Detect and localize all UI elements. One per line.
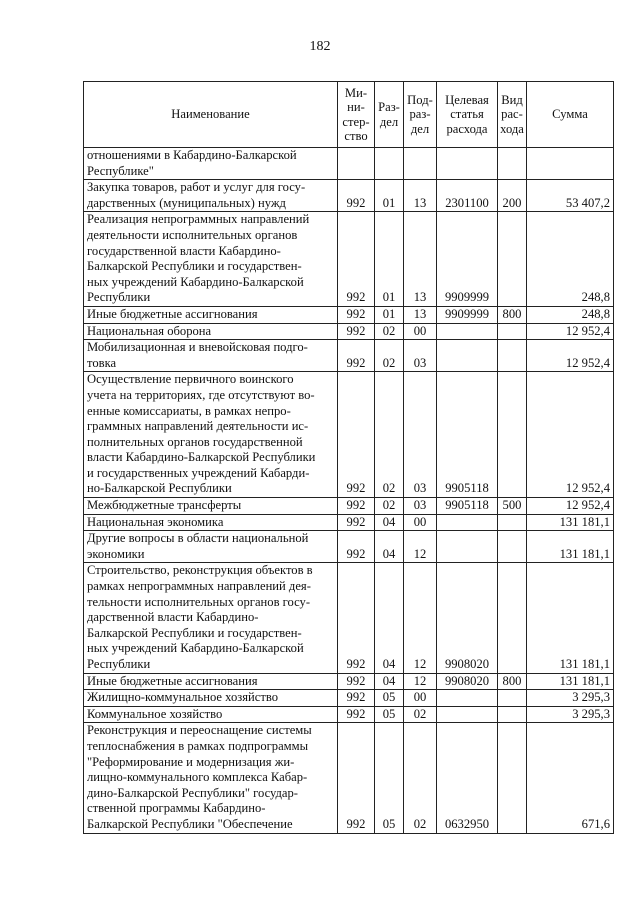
table-row	[84, 531, 614, 563]
row-name-cell: Национальная экономика	[84, 514, 338, 531]
header-name: Наименование	[84, 82, 338, 148]
header-subsection: Под- раз- дел	[404, 82, 437, 148]
row-subsection-cell: 12	[404, 531, 437, 563]
table-row	[84, 673, 614, 690]
row-name-cell: Мобилизационная и вневойсковая подго- товка	[84, 340, 338, 372]
row-section-cell: 01	[375, 306, 404, 323]
table-row	[84, 690, 614, 707]
row-name-cell: Иные бюджетные ассигнования	[84, 673, 338, 690]
row-name-cell: Реализация непрограммных направлений деятельности исполнительных органов государственной власти Кабардино- Балкарской Республики и государствен- ных учреждений Кабардино-Балкарской Республики	[84, 212, 338, 307]
row-subsection-cell: 00	[404, 514, 437, 531]
row-subsection-cell: 13	[404, 180, 437, 212]
row-name-cell: Строительство, реконструкция объектов в рамках непрограммных направлений дея- тельности исполнительных органов госу- дарственной власти Кабардино- Балкарской Республики и государствен- ных учреждений Кабардино-Балкарской Республики	[84, 563, 338, 673]
row-target-cell: 9905118	[437, 498, 498, 515]
row-amount-cell: 131 181,1	[527, 531, 614, 563]
row-subsection-cell: 00	[404, 323, 437, 340]
budget-table	[83, 81, 614, 834]
row-amount-cell: 131 181,1	[527, 563, 614, 673]
row-target-cell	[437, 690, 498, 707]
header-expense-kind: Вид рас- хода	[498, 82, 527, 148]
row-kind-cell	[498, 563, 527, 673]
row-ministry-cell: 992	[338, 690, 375, 707]
row-section-cell: 05	[375, 723, 404, 833]
row-name-cell: отношениями в Кабардино-Балкарской Республике"	[84, 148, 338, 180]
header-section: Раз- дел	[375, 82, 404, 148]
row-target-cell	[437, 514, 498, 531]
row-ministry-cell: 992	[338, 706, 375, 723]
row-section-cell: 02	[375, 340, 404, 372]
row-kind-cell	[498, 706, 527, 723]
row-kind-cell	[498, 514, 527, 531]
row-section-cell: 01	[375, 180, 404, 212]
header-ministry: Ми- ни- стер- ство	[338, 82, 375, 148]
row-section-cell: 05	[375, 690, 404, 707]
table-row	[84, 723, 614, 833]
row-amount-cell: 12 952,4	[527, 498, 614, 515]
row-name-cell: Другие вопросы в области национальной экономики	[84, 531, 338, 563]
row-section-cell: 02	[375, 372, 404, 498]
row-ministry-cell: 992	[338, 323, 375, 340]
row-ministry-cell: 992	[338, 306, 375, 323]
row-subsection-cell: 13	[404, 306, 437, 323]
row-kind-cell	[498, 323, 527, 340]
table-row	[84, 340, 614, 372]
row-kind-cell	[498, 372, 527, 498]
row-target-cell: 9909999	[437, 212, 498, 307]
row-target-cell: 2301100	[437, 180, 498, 212]
row-section-cell: 02	[375, 498, 404, 515]
row-section-cell: 04	[375, 514, 404, 531]
row-section-cell: 04	[375, 673, 404, 690]
row-target-cell	[437, 148, 498, 180]
row-subsection-cell: 02	[404, 706, 437, 723]
table-header	[84, 82, 614, 148]
row-kind-cell	[498, 531, 527, 563]
row-subsection-cell: 03	[404, 498, 437, 515]
row-kind-cell: 800	[498, 306, 527, 323]
row-name-cell: Национальная оборона	[84, 323, 338, 340]
table-row	[84, 306, 614, 323]
row-ministry-cell: 992	[338, 212, 375, 307]
row-amount-cell: 3 295,3	[527, 706, 614, 723]
row-kind-cell: 500	[498, 498, 527, 515]
row-name-cell: Межбюджетные трансферты	[84, 498, 338, 515]
row-kind-cell	[498, 340, 527, 372]
row-subsection-cell: 13	[404, 212, 437, 307]
row-name-cell: Коммунальное хозяйство	[84, 706, 338, 723]
row-amount-cell: 3 295,3	[527, 690, 614, 707]
row-target-cell	[437, 340, 498, 372]
row-kind-cell	[498, 690, 527, 707]
row-section-cell: 02	[375, 323, 404, 340]
table-row	[84, 180, 614, 212]
row-target-cell: 9908020	[437, 563, 498, 673]
row-kind-cell	[498, 148, 527, 180]
row-amount-cell: 671,6	[527, 723, 614, 833]
row-ministry-cell: 992	[338, 723, 375, 833]
row-ministry-cell: 992	[338, 340, 375, 372]
row-name-cell: Жилищно-коммунальное хозяйство	[84, 690, 338, 707]
row-subsection-cell	[404, 148, 437, 180]
row-subsection-cell: 02	[404, 723, 437, 833]
table-row	[84, 212, 614, 307]
row-amount-cell: 12 952,4	[527, 323, 614, 340]
row-kind-cell	[498, 212, 527, 307]
row-subsection-cell: 03	[404, 340, 437, 372]
row-target-cell: 9905118	[437, 372, 498, 498]
row-name-cell: Осуществление первичного воинского учета на территориях, где отсутствуют во- енные комиссариаты, в рамках непро- граммных направлений деятельности ис- полнительных органов государственной власти Кабардино-Балкарской Республики и государственных учреждений Кабарди- но-Балкарской Республики	[84, 372, 338, 498]
row-name-cell: Иные бюджетные ассигнования	[84, 306, 338, 323]
row-subsection-cell: 00	[404, 690, 437, 707]
row-target-cell	[437, 706, 498, 723]
row-kind-cell: 200	[498, 180, 527, 212]
row-subsection-cell: 12	[404, 673, 437, 690]
row-subsection-cell: 12	[404, 563, 437, 673]
header-amount: Сумма	[527, 82, 614, 148]
row-amount-cell: 53 407,2	[527, 180, 614, 212]
row-ministry-cell: 992	[338, 531, 375, 563]
table-row	[84, 514, 614, 531]
row-amount-cell: 12 952,4	[527, 340, 614, 372]
row-target-cell: 9909999	[437, 306, 498, 323]
row-target-cell: 9908020	[437, 673, 498, 690]
row-amount-cell: 131 181,1	[527, 673, 614, 690]
row-kind-cell	[498, 723, 527, 833]
table-row	[84, 372, 614, 498]
row-section-cell: 04	[375, 531, 404, 563]
table-row	[84, 323, 614, 340]
row-target-cell: 0632950	[437, 723, 498, 833]
row-ministry-cell: 992	[338, 514, 375, 531]
row-subsection-cell: 03	[404, 372, 437, 498]
row-section-cell	[375, 148, 404, 180]
header-target-article: Целевая статья расхода	[437, 82, 498, 148]
row-ministry-cell: 992	[338, 563, 375, 673]
table-row	[84, 563, 614, 673]
page-number: 182	[309, 39, 331, 54]
row-ministry-cell: 992	[338, 372, 375, 498]
row-target-cell	[437, 531, 498, 563]
row-amount-cell: 131 181,1	[527, 514, 614, 531]
row-amount-cell	[527, 148, 614, 180]
row-kind-cell: 800	[498, 673, 527, 690]
table-body	[84, 148, 614, 834]
row-section-cell: 05	[375, 706, 404, 723]
row-name-cell: Закупка товаров, работ и услуг для госу- дарственных (муниципальных) нужд	[84, 180, 338, 212]
row-ministry-cell	[338, 148, 375, 180]
row-ministry-cell: 992	[338, 180, 375, 212]
table-row	[84, 498, 614, 515]
row-target-cell	[437, 323, 498, 340]
table-row	[84, 148, 614, 180]
row-amount-cell: 248,8	[527, 306, 614, 323]
row-amount-cell: 12 952,4	[527, 372, 614, 498]
row-amount-cell: 248,8	[527, 212, 614, 307]
row-name-cell: Реконструкция и переоснащение системы теплоснабжения в рамках подпрограммы "Реформирование и модернизация жи- лищно-коммунального комплекса Кабар- дино-Балкарской Республики" государ- ственной программы Кабардино- Балкарской Республики "Обеспечение	[84, 723, 338, 833]
row-ministry-cell: 992	[338, 673, 375, 690]
row-ministry-cell: 992	[338, 498, 375, 515]
table-row	[84, 706, 614, 723]
row-section-cell: 01	[375, 212, 404, 307]
row-section-cell: 04	[375, 563, 404, 673]
